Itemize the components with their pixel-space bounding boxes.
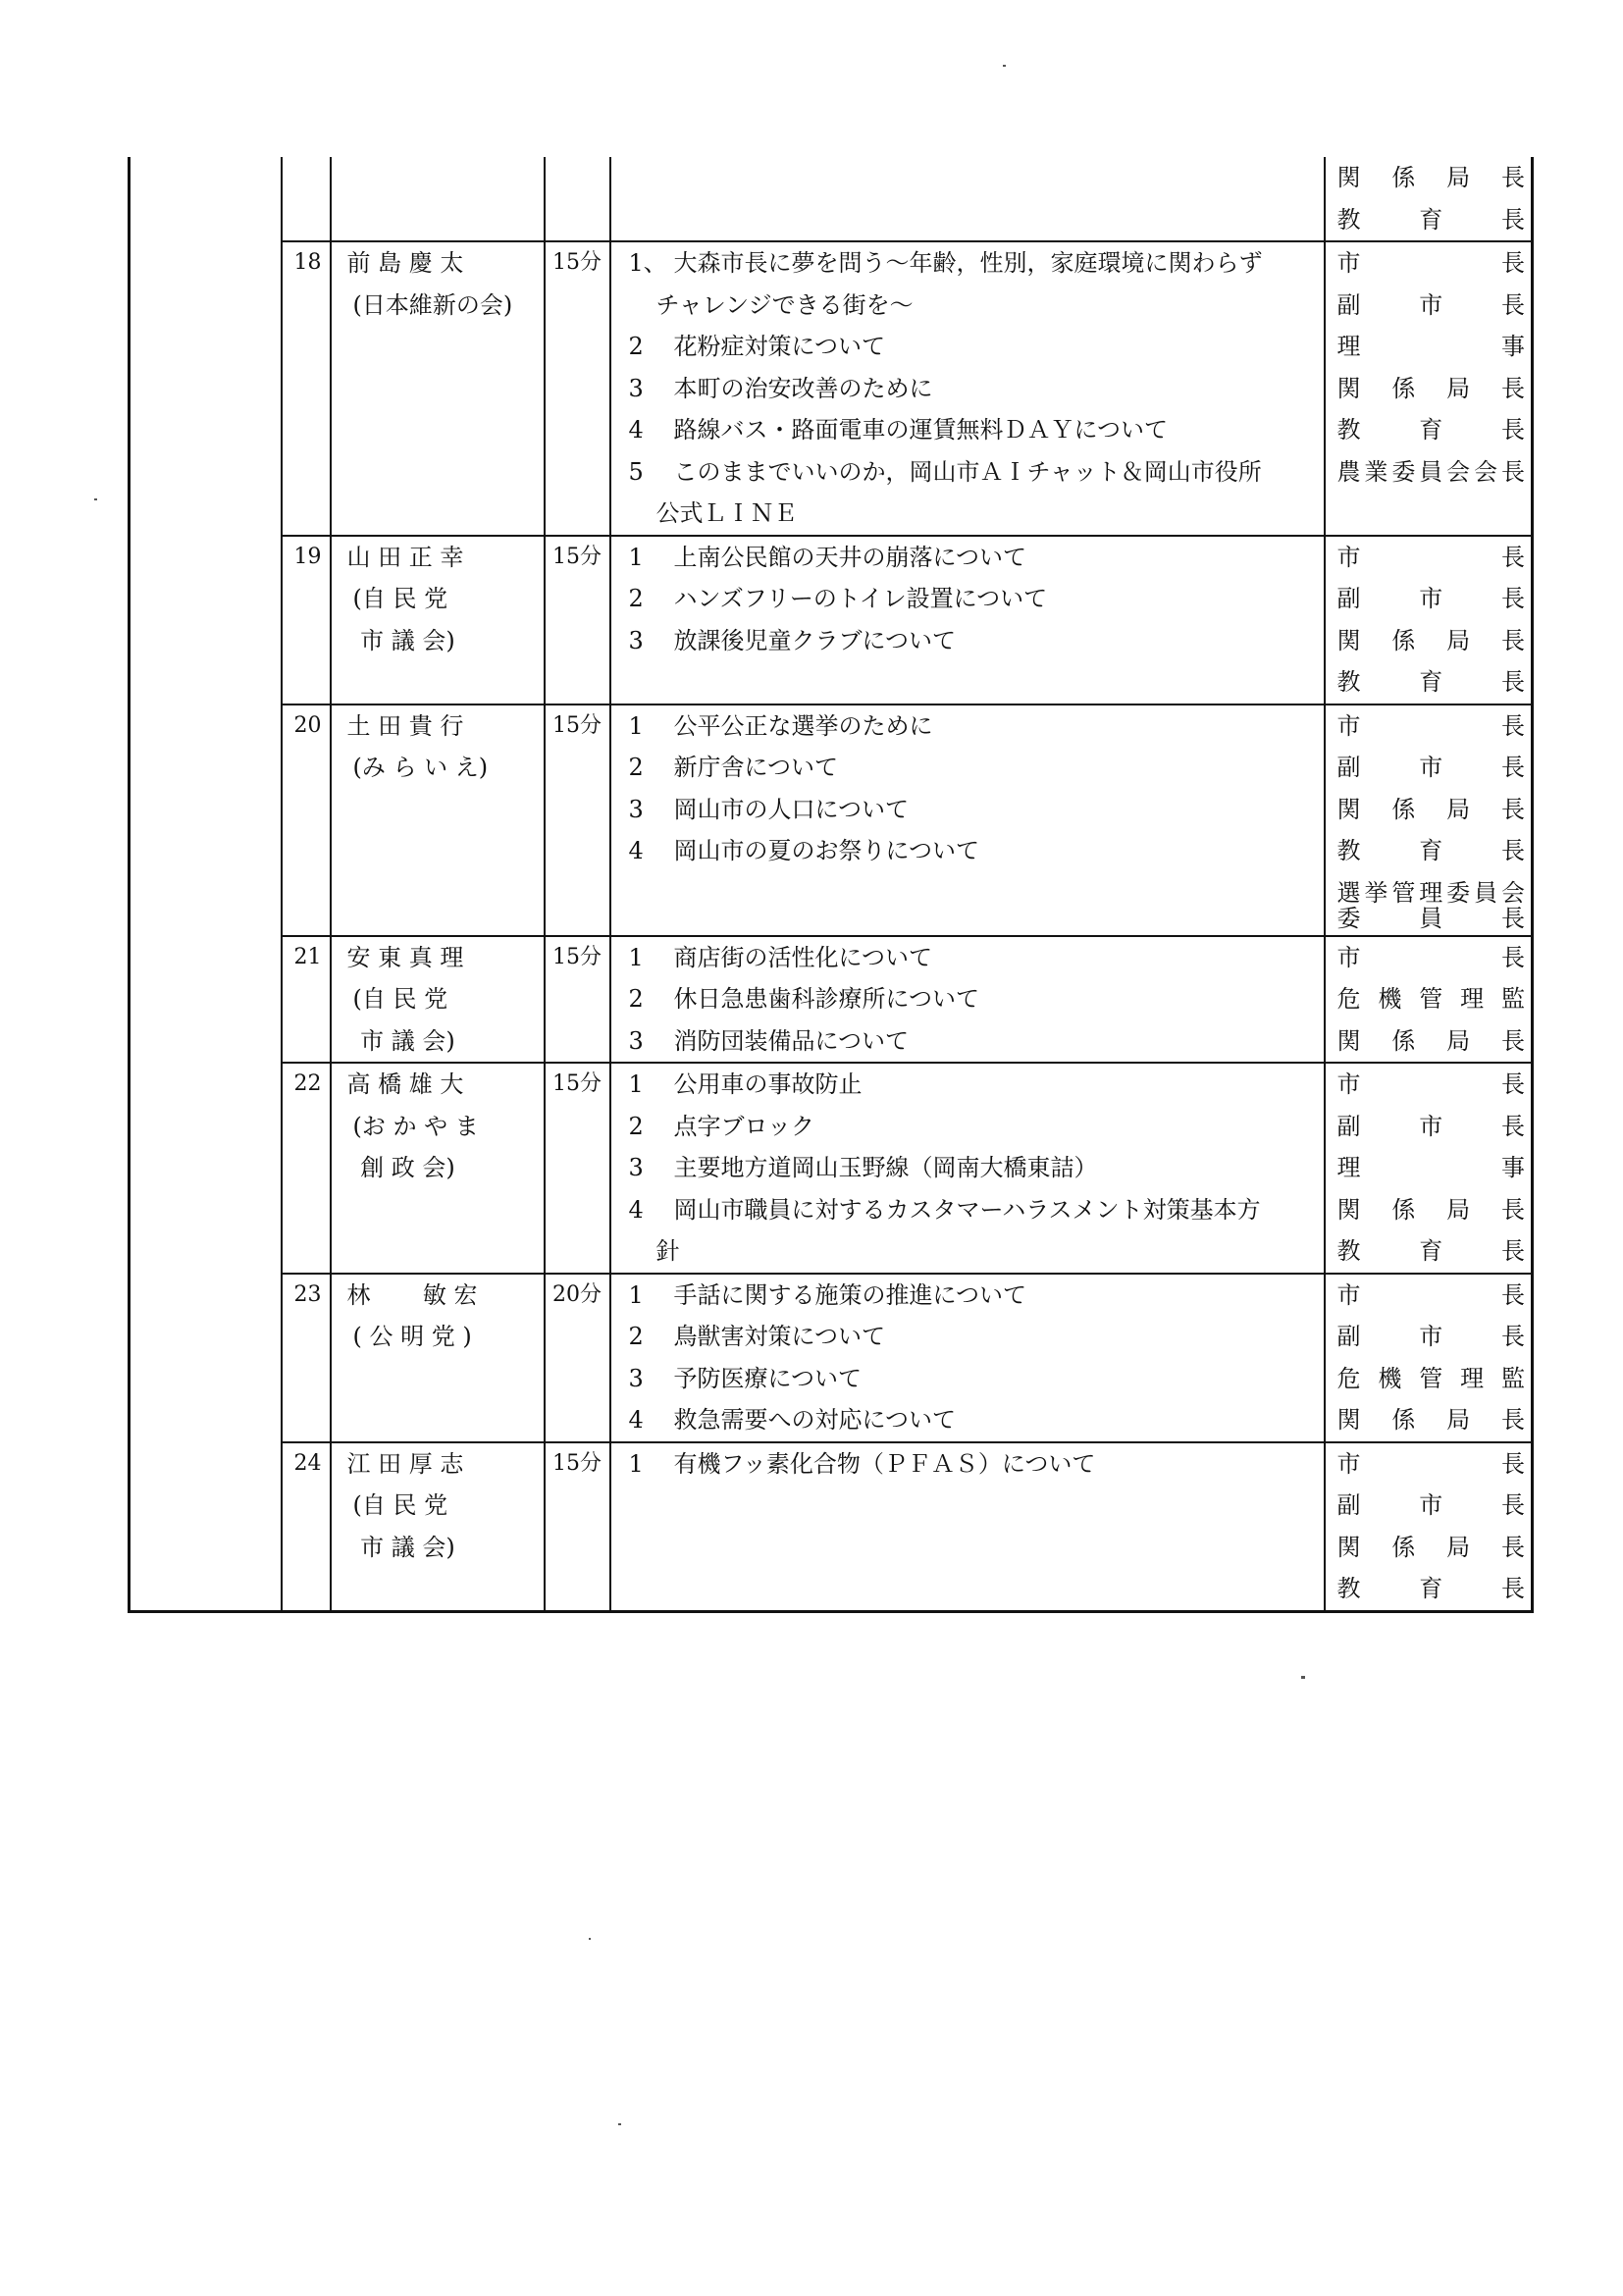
responder: 関係局長 [1336,164,1525,191]
subject-number: 1、 [628,249,667,277]
time-allotment-cell [545,157,610,241]
party-name: (お か や ま [352,1112,479,1140]
order-number-cell: 19 [282,536,331,704]
subject-text: 予防医療について [673,1364,863,1392]
responder: 関係局長 [1336,1026,1525,1055]
responders-cell [1325,157,1533,241]
left-margin-column [130,157,282,1611]
responders-cell [1325,1063,1533,1274]
subject-number: 3 [628,795,644,823]
responder: 市長 [1336,711,1525,740]
question-subjects-cell [610,1063,1325,1274]
subject-text: 岡山市の夏のお祭りについて [673,837,980,864]
scan-speck [94,498,97,500]
member-cell [331,704,545,936]
subject-item [629,1275,1324,1317]
member-name: 高 橋 雄 大 [346,1070,464,1098]
table-row [130,241,1533,536]
table-row [130,1442,1533,1612]
responder: 副市長 [1336,1112,1525,1140]
subject-text: 休日急患歯科診療所について [673,985,980,1013]
member-name: 江 田 厚 志 [346,1449,464,1478]
subject-text: 公平公正な選挙のために [673,711,933,740]
subject-item [629,1020,1324,1063]
subject-item [629,409,1324,451]
question-subjects-cell [610,536,1325,704]
subject-item [629,1147,1324,1189]
member-cell [331,936,545,1064]
subject-number: 3 [628,374,644,402]
subject-item [629,451,1324,494]
subject-text-continued: 公式ＬＩＮＥ [655,499,798,527]
subject-text: 路線バス・路面電車の運賃無料ＤＡＹについて [673,416,1169,444]
responder: 副市長 [1336,1323,1525,1350]
subject-number: 2 [628,333,644,360]
party-name: 市 議 会) [352,626,455,654]
responder: 選挙管理委員会 [1336,878,1525,907]
subject-number: 1 [628,1449,644,1478]
time-allotment-cell: 15分 [545,536,610,704]
subject-number: 2 [628,1112,644,1140]
subject-item [629,1316,1324,1358]
time-allotment-cell: 20分 [545,1274,610,1442]
member-name: 山 田 正 幸 [346,543,464,571]
table-row [130,536,1533,704]
member-name: 土 田 貴 行 [346,711,464,740]
party-name: ( 公 明 党 ) [352,1323,472,1350]
subject-text: 公用車の事故防止 [673,1070,863,1098]
responder: 副市長 [1336,1491,1525,1519]
order-number-cell: 20 [282,704,331,936]
responder: 関係局長 [1336,1195,1525,1224]
member-name: 前 島 慶 太 [346,249,464,277]
responder: 市長 [1336,249,1525,277]
scan-speck [618,2123,621,2125]
subject-item [629,830,1324,872]
subject-number: 1 [628,1280,644,1309]
subject-item [629,578,1324,620]
table-row [130,157,1533,241]
table-row [130,936,1533,1064]
responder: 農業委員会会長 [1336,457,1525,486]
subject-text: 上南公民館の天井の崩落について [673,543,1027,571]
responder: 危機管理監 [1336,1364,1525,1392]
responder: 教育長 [1336,416,1525,444]
subject-text: 大森市長に夢を問う～年齢，性別，家庭環境に関わらず [673,249,1263,277]
responders-cell [1325,1274,1533,1442]
order-number-cell: 24 [282,1442,331,1612]
table-body [130,157,1533,1611]
subject-text: このままでいいのか，岡山市ＡＩチャット＆岡山市役所 [673,457,1262,486]
responder: 市長 [1336,1449,1525,1478]
responders-cell [1325,241,1533,536]
subject-number: 1 [628,711,644,740]
subject-text: 岡山市の人口について [673,795,910,823]
party-name: (自 民 党 [352,985,448,1013]
subject-number: 1 [628,543,644,571]
responder: 教育長 [1336,837,1525,864]
subject-text: 救急需要への対応について [673,1406,957,1434]
scan-speck [1301,1676,1305,1679]
subject-text-continued: 針 [655,1237,680,1265]
question-subjects-cell [610,704,1325,936]
responder: 教育長 [1336,668,1525,696]
question-schedule-table [128,157,1534,1613]
member-cell [331,1442,545,1612]
subject-number: 3 [628,1026,644,1055]
subject-text: 本町の治安改善のために [673,374,933,402]
party-name: (み ら い え) [352,754,489,781]
subject-item [629,620,1324,662]
responder: 副市長 [1336,754,1525,781]
subject-item [629,1399,1324,1441]
responder: 副市長 [1336,290,1525,319]
party-name: 創 政 会) [352,1154,455,1181]
table-row [130,1063,1533,1274]
responder: 教育長 [1336,1237,1525,1265]
responders-cell [1325,1442,1533,1612]
question-subjects-cell [610,936,1325,1064]
table-row [130,704,1533,936]
time-allotment-cell: 15分 [545,1063,610,1274]
party-name: (日本維新の会) [352,290,513,319]
responder: 市長 [1336,1070,1525,1098]
question-subjects-cell [610,1274,1325,1442]
member-cell [331,1274,545,1442]
subject-number: 4 [628,837,644,864]
subject-item [629,747,1324,789]
time-allotment-cell: 15分 [545,241,610,536]
responder: 理事 [1336,1154,1525,1181]
scan-speck [589,1938,591,1940]
order-number-cell: 21 [282,936,331,1064]
responder: 危機管理監 [1336,985,1525,1013]
subject-number: 4 [628,1195,644,1224]
subject-number: 1 [628,1070,644,1098]
subject-item [629,705,1324,748]
subject-text: 有機フッ素化合物（ＰＦＡＳ）について [673,1449,1096,1478]
responder: 副市長 [1336,585,1525,612]
subject-item [629,326,1324,368]
time-allotment-cell: 15分 [545,1442,610,1612]
responder: 教育長 [1336,205,1525,234]
question-subjects-cell [610,1442,1325,1612]
subject-item [629,537,1324,579]
subject-number: 4 [628,416,644,444]
subject-item [629,1106,1324,1148]
subject-text: 岡山市職員に対するカスタマーハラスメント対策基本方 [673,1195,1261,1224]
party-name: (自 民 党 [352,585,448,612]
responder: 関係局長 [1336,795,1525,823]
responder: 委員長 [1336,904,1525,932]
subject-item [629,1358,1324,1400]
time-allotment-cell: 15分 [545,704,610,936]
member-name: 林 敏 宏 [346,1280,478,1309]
responder: 市長 [1336,1280,1525,1309]
subject-number: 4 [628,1406,644,1434]
order-number-cell [282,157,331,241]
subject-item [629,242,1324,285]
responder: 理事 [1336,333,1525,360]
subject-item [629,978,1324,1020]
subject-number: 2 [628,1323,644,1350]
responder: 市長 [1336,543,1525,571]
responder: 関係局長 [1336,374,1525,402]
subject-number: 1 [628,943,644,971]
party-name: 市 議 会) [352,1533,455,1561]
member-cell [331,536,545,704]
subject-number: 3 [628,1364,644,1392]
subject-text: 点字ブロック [673,1112,815,1140]
subject-text: 鳥獣害対策について [673,1323,886,1350]
order-number-cell: 18 [282,241,331,536]
subject-number: 3 [628,626,644,654]
subject-number: 2 [628,754,644,781]
subject-number: 2 [628,985,644,1013]
subject-number: 3 [628,1154,644,1181]
subject-item [629,1064,1324,1106]
order-number-cell: 23 [282,1274,331,1442]
responders-cell [1325,704,1533,936]
responder: 関係局長 [1336,1406,1525,1434]
subject-text: 手話に関する施策の推進について [673,1280,1027,1309]
party-name: 市 議 会) [352,1026,455,1055]
responder: 関係局長 [1336,626,1525,654]
member-cell [331,241,545,536]
table-row [130,1274,1533,1442]
member-cell [331,1063,545,1274]
question-subjects-cell [610,157,1325,241]
question-subjects-cell [610,241,1325,536]
subject-item [629,1189,1324,1231]
subject-text: ハンズフリーのトイレ設置について [673,585,1048,612]
subject-text-continued: チャレンジできる街を～ [655,290,914,319]
subject-item [629,937,1324,979]
subject-item [629,1443,1324,1486]
subject-text: 消防団装備品について [673,1026,910,1055]
subject-number: 5 [628,457,644,486]
question-schedule-sheet [128,157,1531,1613]
member-cell [331,157,545,241]
order-number-cell: 22 [282,1063,331,1274]
member-name: 安 東 真 理 [346,943,464,971]
responders-cell [1325,536,1533,704]
time-allotment-cell: 15分 [545,936,610,1064]
subject-item [629,789,1324,831]
subject-text: 新庁舎について [673,754,839,781]
responder: 市長 [1336,943,1525,971]
subject-text: 主要地方道岡山玉野線（岡南大橋東詰） [673,1154,1098,1181]
subject-text: 放課後児童クラブについて [673,626,957,654]
subject-number: 2 [628,585,644,612]
responder: 関係局長 [1336,1533,1525,1561]
subject-item [629,368,1324,410]
subject-text: 商店街の活性化について [673,943,933,971]
responder: 教育長 [1336,1575,1525,1602]
party-name: (自 民 党 [352,1491,448,1519]
responders-cell [1325,936,1533,1064]
subject-text: 花粉症対策について [673,333,886,360]
scan-speck [1003,65,1006,67]
